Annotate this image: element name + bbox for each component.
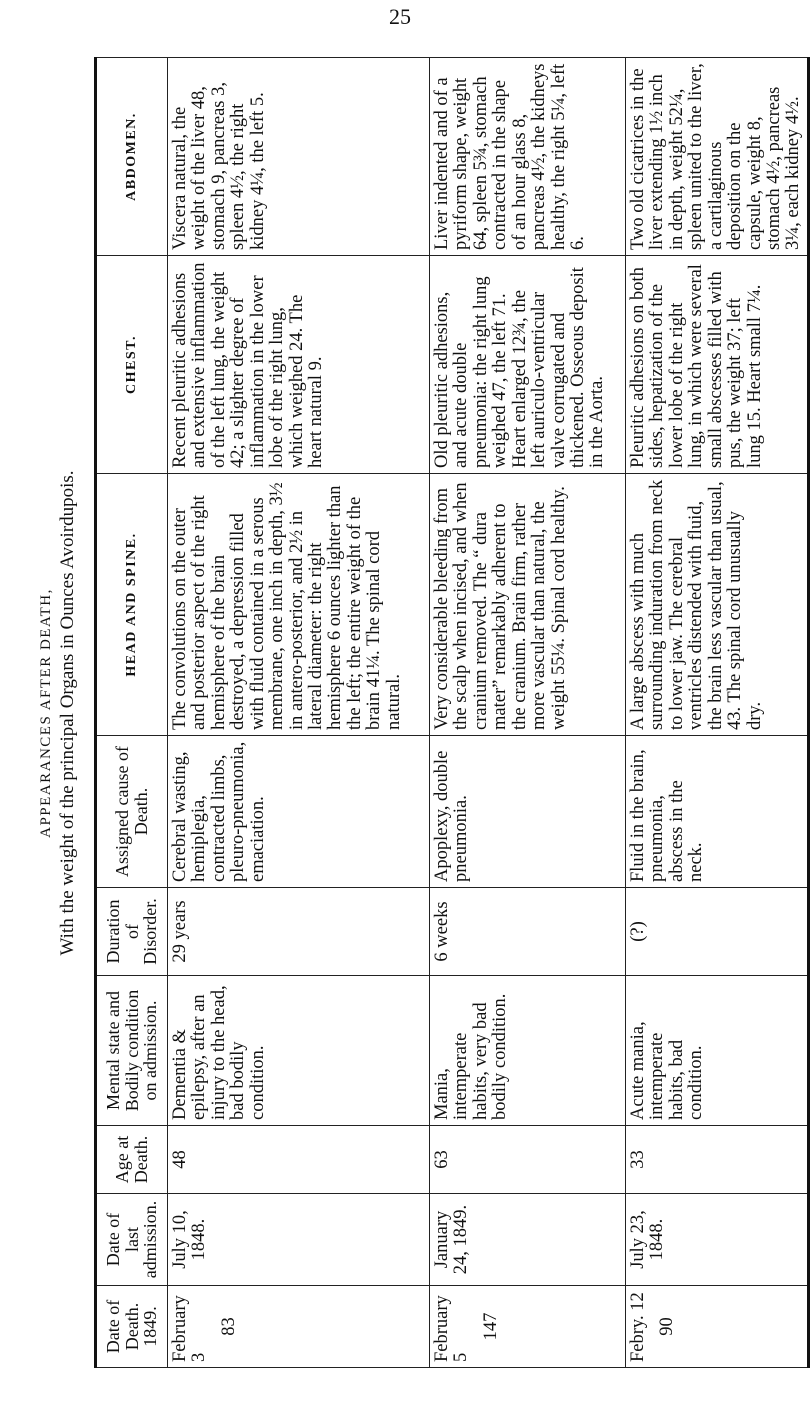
abdomen-cell: Liver indented and of a pyriform shape, weight 64, spleen 5¾, stomach contracted in the shape of an hour glass 8, pancreas 4½, the kidneys healthy, the right 5¼, left 6. xyxy=(430,58,626,256)
col-mental-state: Mental state and Bodily condition on admission. xyxy=(96,976,168,1126)
admission-date: July 23, 1848. xyxy=(626,1194,809,1286)
col-cause: Assigned cause of Death. xyxy=(96,736,168,888)
death-number: 83 xyxy=(218,1317,239,1336)
rotated-table-page xyxy=(36,58,804,1368)
mental-state-cell: Dementia & epilepsy, after an injury to the head, bad bodily condition. xyxy=(168,976,430,1126)
death-date-cell xyxy=(430,1286,626,1368)
death-date: February 5 xyxy=(432,1295,472,1362)
age-cell: 63 xyxy=(430,1126,626,1194)
page-number: 25 xyxy=(389,4,411,29)
post-mortem-table xyxy=(94,57,810,1368)
mental-state-cell: Mania, intemperate habits, very bad bodily condition. xyxy=(430,976,626,1126)
col-head-spine: HEAD AND SPINE. xyxy=(96,474,168,736)
head-spine-cell: Very considerable bleeding from the scalp when incised, and when cranium removed. The “ dura mater” remarkably adherent to the cranium. Brain firm, rather more vascular than natural, the weight 55¼. Spinal cord healthy. xyxy=(430,474,626,736)
admission-date: January 24, 1849. xyxy=(430,1194,626,1286)
death-date-cell xyxy=(168,1286,430,1368)
age-cell: 33 xyxy=(626,1126,809,1194)
col-date-of-death: Date of Death. 1849. xyxy=(96,1286,168,1368)
col-duration: Duration of Disorder. xyxy=(96,888,168,976)
chest-cell: Pleuritic adhesions on both sides, hepatization of the lower lobe of the right lung, in which were several small abscesses filled with pus, the weight 37; left lung 15. Heart small 7¼. xyxy=(626,256,809,474)
table-row xyxy=(430,58,626,1368)
col-abdomen: ABDOMEN. xyxy=(96,58,168,256)
abdomen-cell: Viscera natural, the weight of the liver 48, stomach 9, pancreas 3, spleen 4½, the right kidney 4¼, the left 5. xyxy=(168,58,430,256)
chest-cell: Old pleuritic adhesions, and acute double pneumonia: the right lung weighed 47, the left 71. Heart enlarged 12¾, the left auriculo-ventricular valve corrugated and thickened. Osseous deposit in the Aorta. xyxy=(430,256,626,474)
abdomen-cell: Two old cicatrices in the liver extending 1½ inch in depth, weight 52¼, spleen united to the liver, a cartilaginous deposition on the capsule, weight 8, stomach 4½, pancreas 3¼, each kidney 4½. xyxy=(626,58,809,256)
table-row xyxy=(168,58,430,1368)
death-number: 90 xyxy=(657,1317,678,1336)
col-age: Age at Death. xyxy=(96,1126,168,1194)
col-chest: CHEST. xyxy=(96,256,168,474)
death-number: 147 xyxy=(480,1312,501,1341)
col-date-of-admission: Date of last admission. xyxy=(96,1194,168,1286)
age-cell: 48 xyxy=(168,1126,430,1194)
admission-date: July 10, 1848. xyxy=(168,1194,430,1286)
head-spine-cell: The convolutions on the outer and posterior aspect of the right hemisphere of the brain destroyed, a depression filled with fluid contained in a serous membrane, one inch in depth, 3½ in antero-posterior, and 2½ in lateral diameter: the right hemisphere 6 ounces lighter than the left; the entire weight of the brain 41¼. The spinal cord natural. xyxy=(168,474,430,736)
head-spine-cell: A large abscess with much surrounding induration from neck to lower jaw. The cerebral ventricles distended with fluid, the brain less vascular than usual, 43. The spinal cord unusually dry. xyxy=(626,474,809,736)
table-caption xyxy=(36,58,94,1368)
death-date: Febry. 12 xyxy=(628,1292,648,1362)
death-date: February 3 xyxy=(170,1295,210,1362)
caption-subtitle: With the weight of the principal Organs in Ounces Avoirdupois. xyxy=(57,470,78,956)
duration-cell: 6 weeks xyxy=(430,888,626,976)
table-row xyxy=(626,58,809,1368)
duration-cell: (?) xyxy=(626,888,809,976)
death-date-cell xyxy=(626,1286,809,1368)
cause-cell: Cerebral wasting, hemiplegia, contracted limbs, pleuro-pneumonia, emaciation. xyxy=(168,736,430,888)
chest-cell: Recent pleuritic adhesions and extensive inflammation of the left lung, the weight 42; a slighter degree of inflammation in the lower lobe of the right lung, which weighed 24. The heart natural 9. xyxy=(168,256,430,474)
cause-cell: Fluid in the brain, pneumonia, abscess in the neck. xyxy=(626,736,809,888)
cause-cell: Apoplexy, double pneumonia. xyxy=(430,736,626,888)
duration-cell: 29 years xyxy=(168,888,430,976)
header-row xyxy=(96,58,168,1368)
mental-state-cell: Acute mania, intemperate habits, bad condition. xyxy=(626,976,809,1126)
caption-title: APPEARANCES AFTER DEATH, xyxy=(38,588,54,838)
